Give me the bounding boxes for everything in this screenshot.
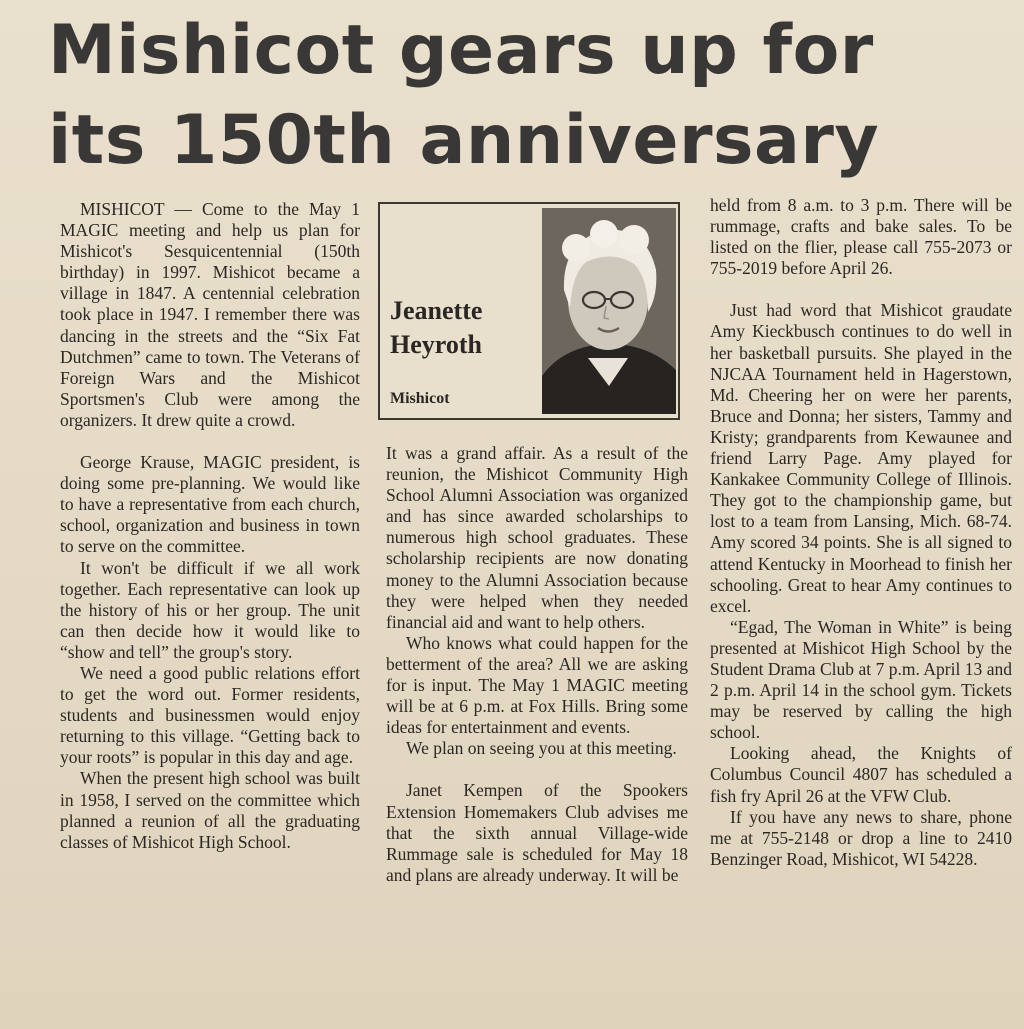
paragraph: George Krause, MAGIC president, is doing some pre-planning. We would like to have a representative from each church, school, organization and business in town to serve on the committee.	[60, 452, 360, 557]
columnist-town: Mishicot	[390, 390, 450, 407]
columnist-last-name: Heyroth	[390, 330, 482, 359]
headline	[48, 6, 1008, 186]
paragraph: MISHICOT — Come to the May 1 MAGIC meeting and help us plan for Mishicot's Sesquicentennial (150th birthday) in 1997. Mishicot became a village in 1847. A centennial celebration took place in 1947. I remember there was dancing in the streets and the “Six Fat Dutchmen” came to town. The Veterans of Foreign Wars and the Mishicot Sportsmen's Club were among the organizers. It drew quite a crowd.	[60, 199, 360, 430]
paragraph: We need a good public relations effort to get the word out. Former residents, students and businessmen would enjoy returning to this village. “Getting back to your roots” is popular in this day and age.	[60, 662, 360, 768]
paragraph: held from 8 a.m. to 3 p.m. There will be rummage, crafts and bake sales. To be listed on the flier, please call 755-2073 or 755-2019 before April 26.	[710, 195, 1012, 279]
headline-line-2: its 150th anniversary	[48, 101, 880, 180]
columnist-first-name: Jeanette	[390, 296, 483, 325]
paragraph: “Egad, The Woman in White” is being presented at Mishicot High School by the Student Drama Club at 7 p.m. April 13 and 2 p.m. April 14 in the school gym. Tickets may be reserved by calling the high school.	[710, 616, 1012, 743]
paragraph: It won't be difficult if we all work together. Each representative can look up the history of his or her group. The unit can then decide how it would like to “show and tell” the group's story.	[60, 557, 360, 662]
paragraph: We plan on seeing you at this meeting.	[406, 738, 677, 759]
paragraph: Looking ahead, the Knights of Columbus Council 4807 has scheduled a fish fry April 26 at the VFW Club.	[710, 743, 1012, 806]
paragraph: It was a grand affair. As a result of the reunion, the Mishicot Community High School Alumni Association was organized and has since awarded scholarships to numerous high school graduates. These scholarship recipients are now donating money to the Alumni Association because they were helped when they needed financial aid and want to help others.	[386, 443, 688, 632]
paragraph: Who knows what could happen for the betterment of the area? All we are asking for is input. The May 1 MAGIC meeting will be at 6 p.m. at Fox Hills. Bring some ideas for entertainment and events.	[386, 632, 688, 738]
columnist-byline-box	[378, 202, 680, 420]
article-column-1	[60, 199, 360, 853]
paragraph: If you have any news to share, phone me at 755-2148 or drop a line to 2410 Benzinger Road, Mishicot, WI 54228.	[710, 806, 1012, 869]
article-column-3	[710, 195, 1012, 870]
headline-line-1: Mishicot gears up for	[48, 11, 874, 90]
paragraph: Janet Kempen of the Spookers Extension Homemakers Club advises me that the sixth annual Village-wide Rummage sale is scheduled for May 18 and plans are already underway. It will be	[386, 780, 688, 885]
paragraph: When the present high school was built in 1958, I served on the committee which planned a reunion of all the graduating classes of Mishicot High School.	[60, 768, 360, 852]
paragraph: Just had word that Mishicot graudate Amy Kieckbusch continues to do well in her basketball pursuits. She played in the NJCAA Tournament held in Hagerstown, Md. Cheering her on were her parents, Bruce and Donna; her sisters, Tammy and Kristy; grandparents from Kewaunee and friend Larry Page. Amy played for Kankakee Community College of Illinois. They got to the championship game, but lost to a team from Lansing, Mich. 68-74. Amy scored 34 points. She is all signed to attend Kentucky in Moorhead to finish her schooling. Great to hear Amy continues to excel.	[710, 300, 1012, 616]
columnist-photo	[542, 208, 676, 414]
article-column-2	[386, 443, 688, 886]
